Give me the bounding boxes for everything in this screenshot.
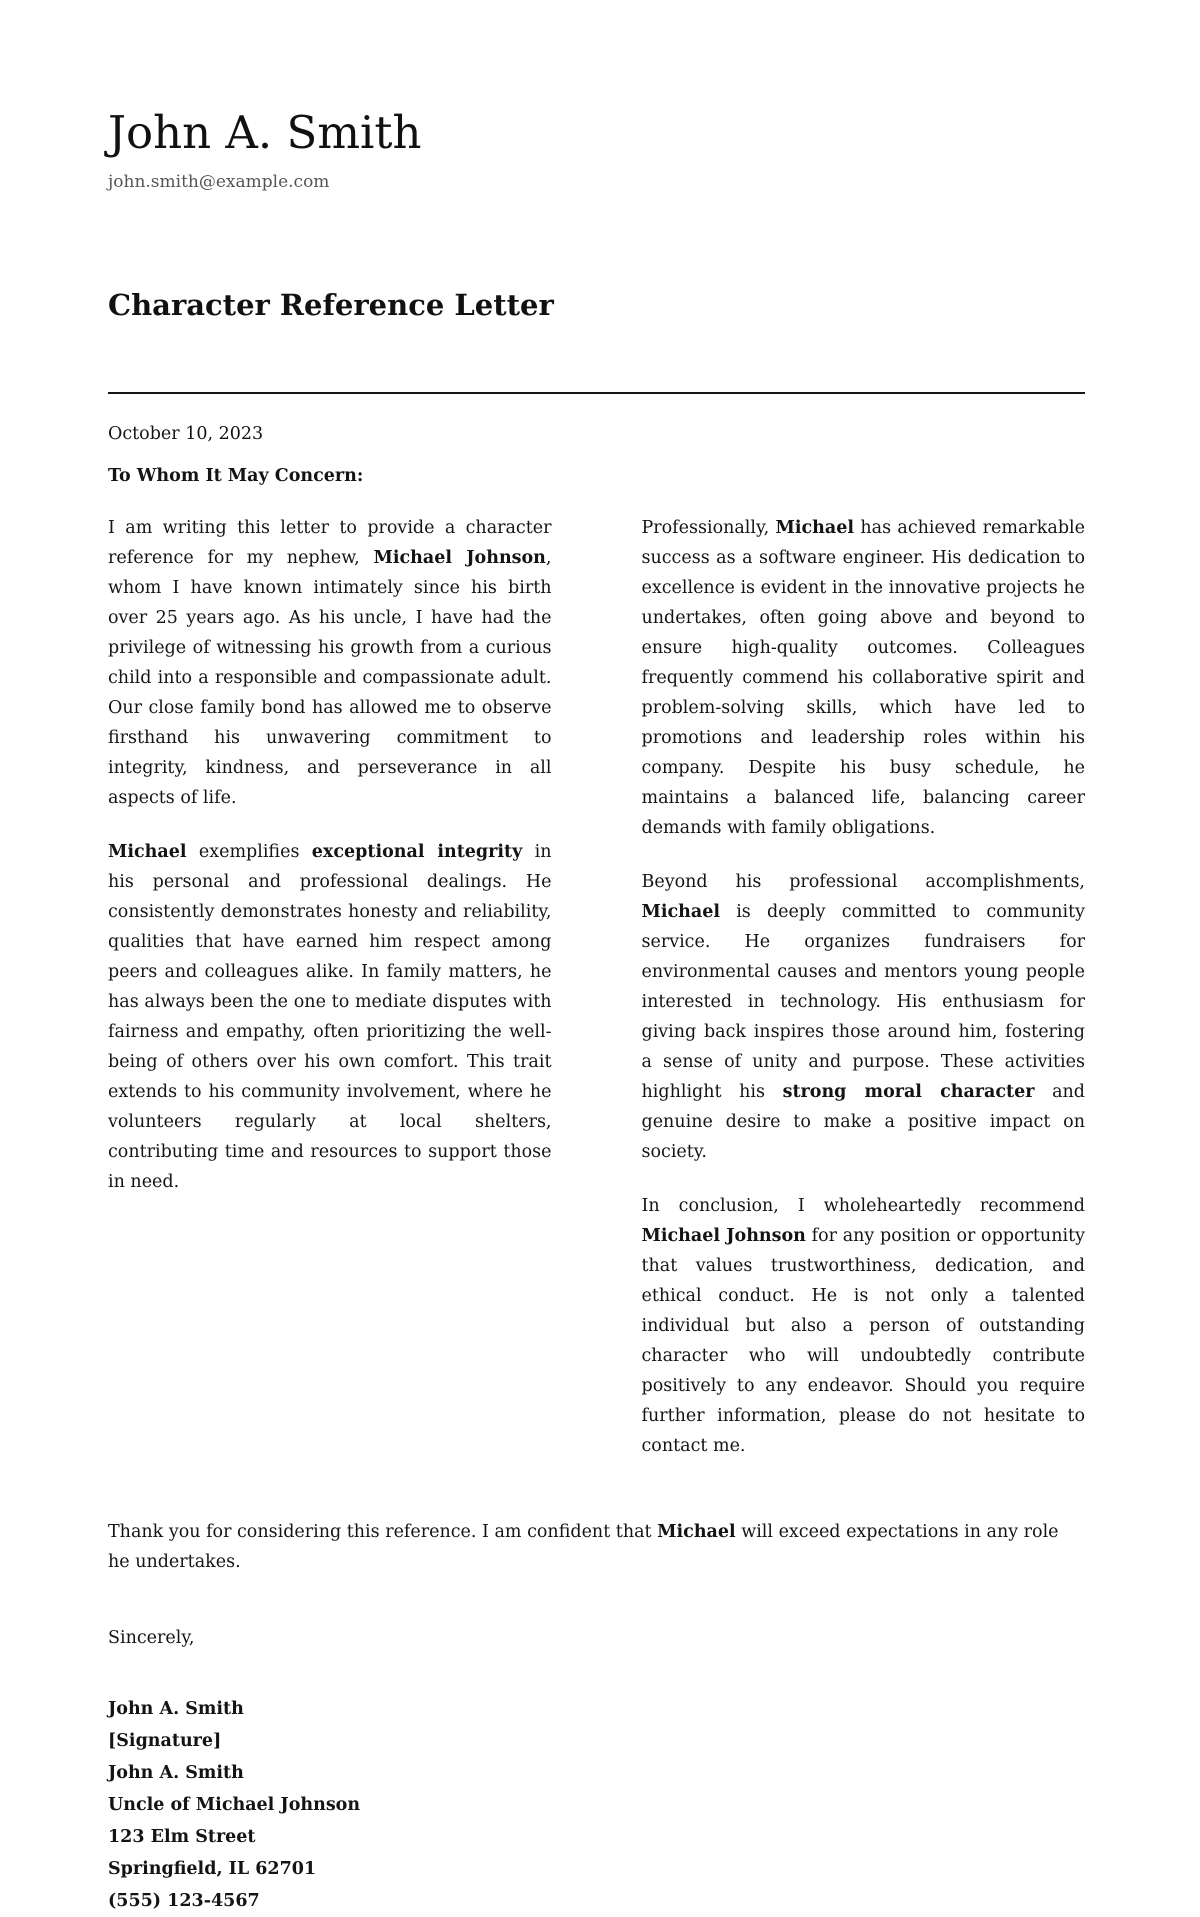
- signature-printed-name: John A. Smith: [108, 1763, 244, 1783]
- signature-street: 123 Elm Street: [108, 1827, 256, 1847]
- body-columns: [108, 513, 1085, 1461]
- letter-date: October 10, 2023: [108, 424, 264, 444]
- title-divider: [108, 392, 1085, 394]
- paragraph-5: In conclusion, I wholeheartedly recommend Michael Johnson for any position or opportunity that values trustworthiness, dedication, and ethical conduct. He is not only a talented individual but also a person of outstanding character who will undoubtedly contribute positively to any endeavor. Should you require further information, please do not hesitate to contact me.: [641, 1196, 1085, 1456]
- signoff: Sincerely,: [108, 1628, 195, 1648]
- signature-city: Springfield, IL 62701: [108, 1859, 317, 1879]
- signature-phone: (555) 123-4567: [108, 1891, 260, 1911]
- letter-header: [108, 0, 1085, 192]
- paragraph-4: Beyond his professional accomplishments, Michael is deeply committed to community service. He organizes fundraisers for environmental causes and mentors young people interested in technology. His enthusiasm for giving back inspires those around him, fostering a sense of unity and purpose. These activities highlight his strong moral character and genuine desire to make a positive impact on society.: [641, 872, 1085, 1162]
- sender-email: john.smith@example.com: [108, 172, 330, 192]
- paragraph-1: I am writing this letter to provide a character reference for my nephew, Michael Johnson, whom I have known intimately since his birth over 25 years ago. As his uncle, I have had the privilege of witnessing his growth from a curious child into a responsible and compassionate adult. Our close family bond has allowed me to observe firsthand his unwavering commitment to integrity, kindness, and perseverance in all aspects of life.: [108, 518, 552, 808]
- document-title: Character Reference Letter: [108, 288, 554, 322]
- paragraph-2: Michael exemplifies exceptional integrity in his personal and professional dealings. He consistently demonstrates honesty and reliability, qualities that have earned him respect among peers and colleagues alike. In family matters, he has always been the one to mediate disputes with fairness and empathy, often prioritizing the well-being of others over his own comfort. This trait extends to his community involvement, where he volunteers regularly at local shelters, contributing time and resources to support those in need.: [108, 842, 552, 1192]
- salutation: To Whom It May Concern:: [108, 466, 364, 486]
- column-right: [642, 513, 1086, 1461]
- column-left: [108, 513, 552, 1461]
- sender-name: John A. Smith: [108, 106, 422, 159]
- paragraph-3: Professionally, Michael has achieved remarkable success as a software engineer. His dedication to excellence is evident in the innovative projects he undertakes, often going above and beyond to ensure high-quality outcomes. Colleagues frequently commend his collaborative spirit and problem-solving skills, which have led to promotions and leadership roles within his company. Despite his busy schedule, he maintains a balanced life, balancing career demands with family obligations.: [641, 518, 1085, 838]
- signature-name: John A. Smith: [108, 1699, 244, 1719]
- signature-relationship: Uncle of Michael Johnson: [108, 1795, 361, 1815]
- closing-paragraph: Thank you for considering this reference. I am confident that Michael will exceed expectations in any role he undertakes.: [108, 1522, 1059, 1572]
- signature-block: [108, 1693, 1085, 1917]
- signature-placeholder: [Signature]: [108, 1731, 222, 1751]
